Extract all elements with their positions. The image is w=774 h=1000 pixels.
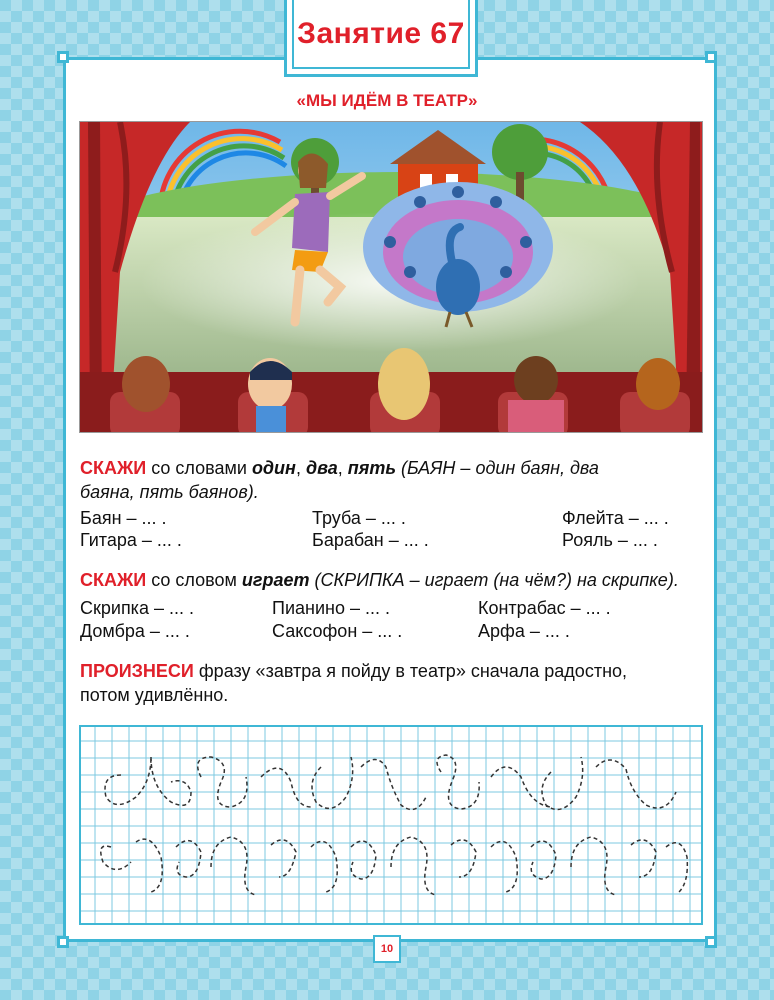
task2-item: Скрипка – ... . [80,598,194,618]
task1-word-one: один [251,458,296,478]
task2-item: Контрабас – ... . [478,598,611,618]
task1-item: Гитара – ... . [80,530,182,550]
task2-word-plays: играет [241,570,310,590]
task1-example-line2: баяна, пять баянов). [80,482,259,502]
task2-example: (СКРИПКА – играет (на чём?) на скрипке). [309,570,679,590]
task1-example: (БАЯН – один баян, два [396,458,599,478]
tracing-pattern [81,727,701,923]
task3-text: фразу «завтра я пойду в театр» сначала радостно, [193,661,628,681]
task1-instruction [80,457,700,480]
corner-ornament [57,936,69,948]
task1-item: Флейта – ... . [562,508,669,528]
task2-item: Саксофон – ... . [272,621,403,641]
task2-item: Пианино – ... . [272,598,390,618]
task3-instruction [80,660,720,683]
task1-word-five: пять [347,458,397,478]
task1-text: со словами [146,458,252,478]
task1-separator: , [295,458,306,478]
task2-text: со словом [146,570,242,590]
lesson-subtitle: «МЫ ИДЁМ В ТЕАТР» [296,91,478,110]
task1-verb: СКАЖИ [80,458,147,478]
task2-item: Арфа – ... . [478,621,570,641]
page-number: 10 [373,935,401,963]
corner-ornament [705,51,717,63]
title-box [284,0,478,77]
corner-ornament [705,936,717,948]
task1-item: Рояль – ... . [562,530,658,550]
task1-item: Баян – ... . [80,508,167,528]
corner-ornament [57,51,69,63]
task3-line2: потом удивлённо. [80,685,229,705]
stage-scene-image [80,122,703,433]
task1-separator: , [337,458,348,478]
task2-item: Домбра – ... . [80,621,190,641]
task1-item: Труба – ... . [312,508,406,528]
handwriting-practice-grid [79,725,703,925]
task1-item: Барабан – ... . [312,530,429,550]
theatre-illustration [79,121,703,433]
task3-verb: ПРОИЗНЕСИ [80,661,194,681]
task2-instruction [80,569,720,592]
lesson-title: Занятие 67 [297,16,465,50]
task1-word-two: два [305,458,338,478]
task2-verb: СКАЖИ [80,570,147,590]
